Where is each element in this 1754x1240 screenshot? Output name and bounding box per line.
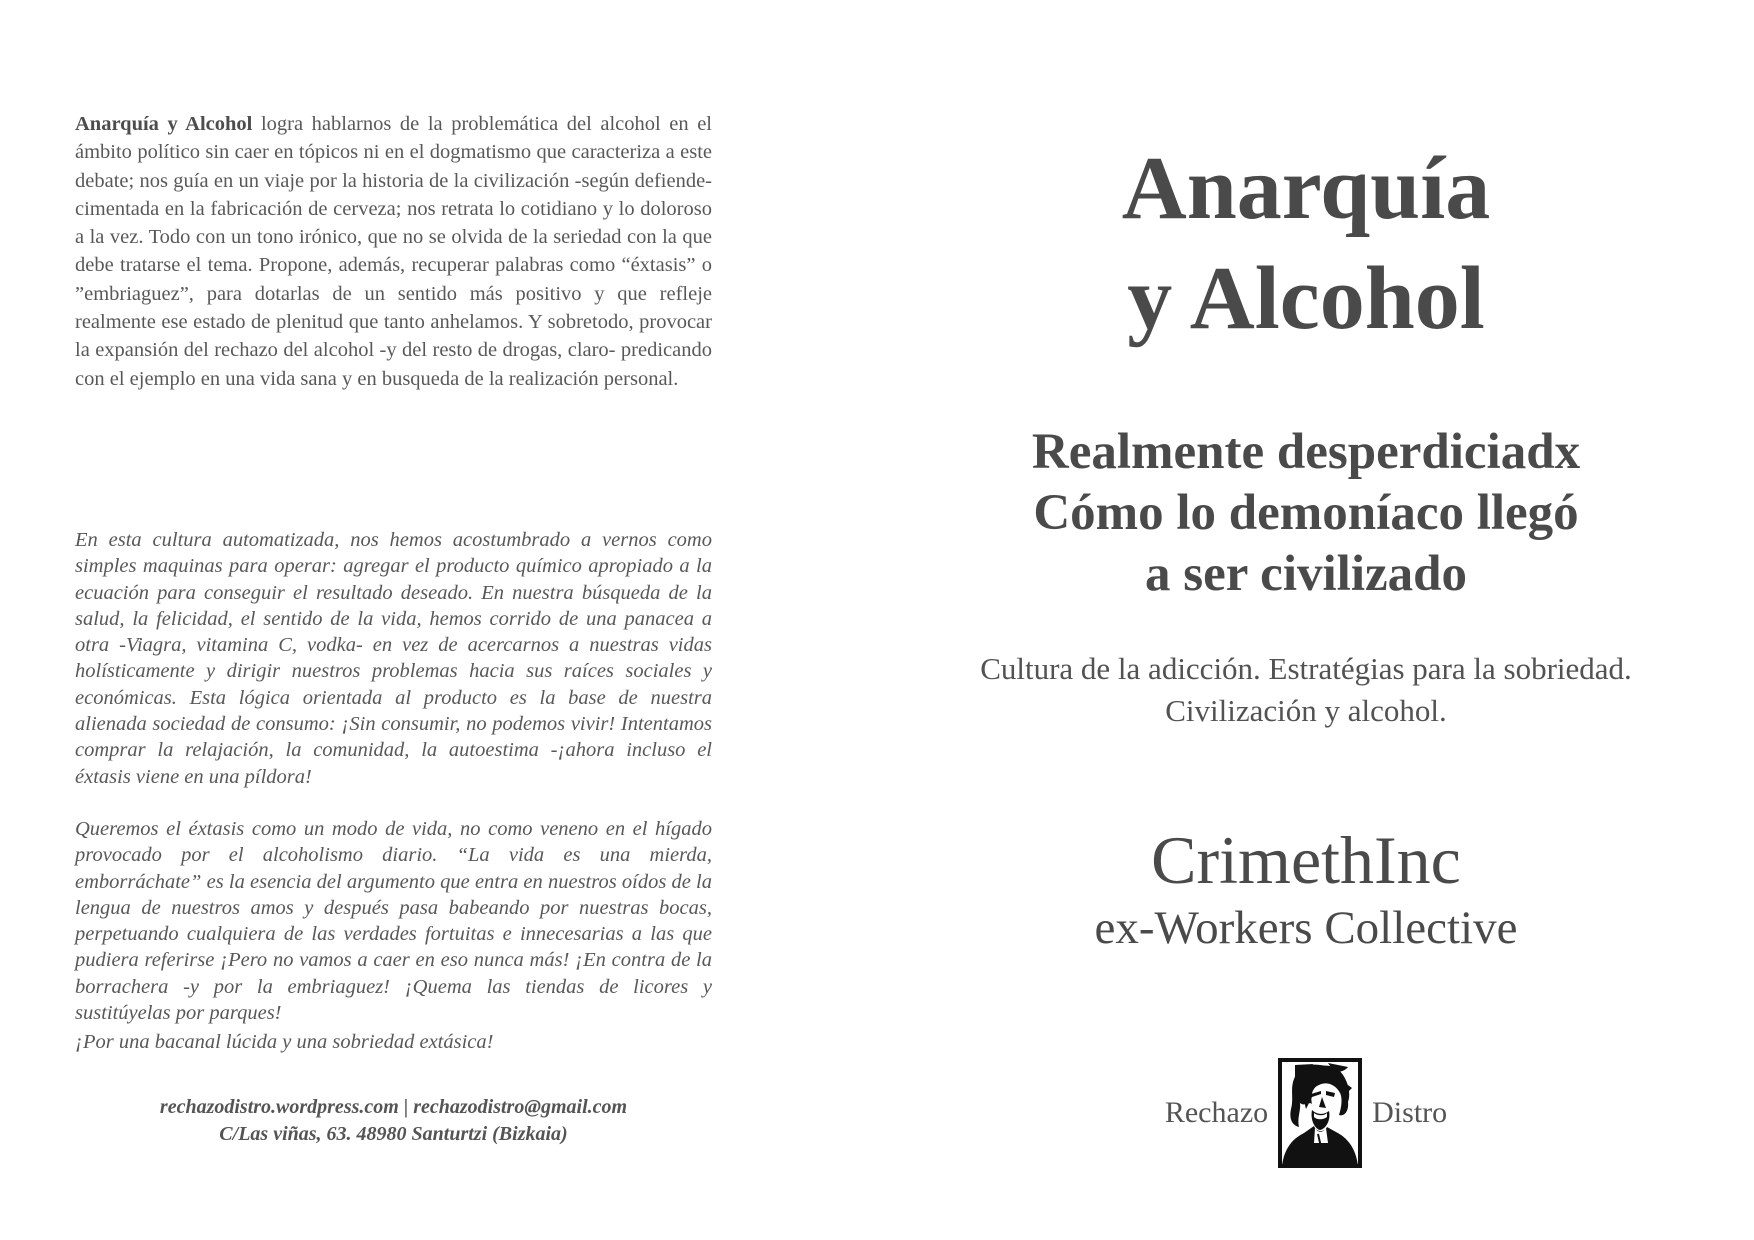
book-subtitle-line-1: Realmente desperdiciadx	[1031, 424, 1581, 480]
review-lead-title: Anarquía y Alcohol	[75, 113, 253, 135]
logo-text-left: Rechazo	[1164, 1096, 1269, 1129]
book-title-line-2: y Alcohol	[1127, 249, 1485, 348]
book-title	[877, 134, 1735, 354]
book-subtitle-line-2: Cómo lo demoníaco llegó	[1033, 485, 1579, 541]
book-tagline-line-2: Civilización y alcohol.	[1165, 693, 1447, 728]
author-name: CrimethInc	[1151, 822, 1461, 898]
contact-address: C/Las viñas, 63. 48980 Santurtzi (Bizkaia)	[219, 1123, 568, 1145]
left-page	[75, 0, 712, 1240]
screaming-person-image	[1278, 1058, 1362, 1168]
excerpt-paragraph-1: En esta cultura automatizada, nos hemos acostumbrado a vernos como simples maquinas para operar: agregar el producto químico apropiado a la ecuación para conseguir el resultado deseado. En nuestra búsqueda de la salud, la felicidad, el sentido de la vida, hemos corrido de una panacea a otra -Viagra, vitamina C, vodka- en vez de acercarnos a nuestras vidas holísticamente y dirigir nuestros problemas hacia sus raíces sociales y económicas. Esta lógica orientada al producto es la base de nuestra alienada sociedad de consumo: ¡Sin consumir, no podemos vivir! Intentamos comprar la relajación, la comunidad, la autoestima -¡ahora incluso el éxtasis viene en una píldora!	[75, 529, 712, 788]
book-subtitle-line-3: a ser civilizado	[1144, 546, 1467, 602]
contact-footer	[75, 1094, 712, 1148]
excerpt-paragraph-2: Queremos el éxtasis como un modo de vida, no como veneno en el hígado provocado por el alcoholismo diario. “La vida es una mierda, emborráchate” es la esencia del argumento que entra en nuestros oídos de la lengua de nuestros amos y después pasa babeando por nuestras bocas, perpetuando cualquiera de las verdades fortuitas e innecesarias a las que pudiera referirse ¡Pero no vamos a caer en eso nunca más! ¡En contra de la borrachera -y por la embriaguez! ¡Quema las tiendas de licores y sustitúyelas por parques!	[75, 818, 712, 1025]
cover-page	[877, 0, 1735, 1240]
book-subtitle	[877, 422, 1735, 605]
book-tagline	[877, 648, 1735, 732]
author-block	[877, 820, 1735, 956]
author-collective: ex-Workers Collective	[1094, 902, 1518, 954]
review-text: logra hablarnos de la problemática del alcohol en el ámbito político sin caer en tópicos ni en el dogmatismo que caracteriza a este debate; nos guía en un viaje por la historia de la civilización -según defiende- cimentada en la fabricación de cerveza; nos retrata lo cotidiano y lo doloroso a la vez. Todo con un tono irónico, que no se olvida de la seriedad con la que debe tratarse el tema. Propone, además, recuperar palabras como “éxtasis” o ”embriaguez”, para dotarlas de un sentido más positivo y que refleje realmente ese estado de plenitud que tanto anhelamos. Y sobretodo, provocar la expansión del rechazo del alcohol -y del resto de drogas, claro- predicando con el ejemplo en una vida sana y en busqueda de la realización personal.	[75, 113, 712, 390]
logo-text-right: Distro	[1372, 1096, 1448, 1129]
rechazo-distro-logo	[877, 1058, 1735, 1168]
contact-web-email: rechazodistro.wordpress.com | rechazodistro@gmail.com	[159, 1096, 628, 1118]
book-tagline-line-1: Cultura de la adicción. Estratégias para la sobriedad.	[980, 651, 1632, 686]
review-paragraph	[75, 110, 712, 393]
excerpt-slogan: ¡Por una bacanal lúcida y una sobriedad extásica!	[75, 1031, 494, 1053]
book-title-line-1: Anarquía	[1121, 139, 1491, 238]
